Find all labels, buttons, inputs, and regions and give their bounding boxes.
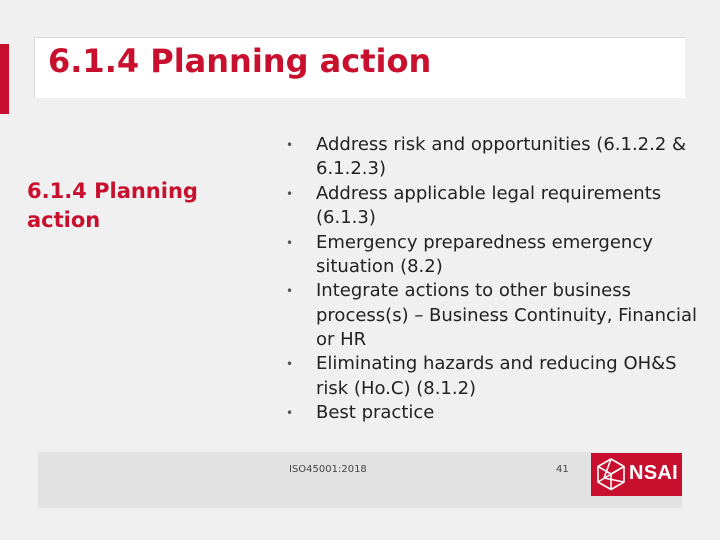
bullet-list [282, 133, 707, 426]
slide-title: 6.1.4 Planning action [48, 42, 432, 80]
bullet-text: Address risk and opportunities (6.1.2.2 & 6.1.2.3) [316, 134, 687, 180]
bullet-dot: • [286, 357, 294, 372]
bullet-text: Integrate actions to other business process(s) – Business Continuity, Financial or HR [316, 280, 697, 350]
bullet-item [282, 401, 707, 425]
bullet-item [282, 352, 707, 400]
bullet-dot: • [286, 186, 294, 201]
bullet-item [282, 133, 707, 181]
logo-text: NSAI [629, 462, 678, 484]
bullet-dot: • [286, 406, 294, 421]
bullet-dot: • [286, 235, 294, 250]
accent-bar [0, 44, 9, 114]
page-number: 41 [556, 464, 569, 475]
nsai-geometric-mark-icon [595, 457, 627, 492]
bullet-text: Emergency preparedness emergency situation (8.2) [316, 231, 653, 277]
bullet-item [282, 182, 707, 230]
bullet-text: Eliminating hazards and reducing OH&S risk (Ho.C) (8.1.2) [316, 353, 677, 399]
footer-reference: ISO45001:2018 [289, 464, 367, 475]
bullet-dot: • [286, 138, 294, 152]
bullet-dot: • [286, 284, 294, 299]
nsai-logo [591, 453, 682, 496]
bullet-item [282, 231, 707, 279]
bullet-text: Address applicable legal requirements (6.1.3) [316, 182, 662, 228]
footer-band [38, 452, 682, 508]
bullet-item [282, 279, 707, 352]
bullet-text: Best practice [316, 402, 435, 424]
side-heading: 6.1.4 Planning action [27, 179, 198, 232]
